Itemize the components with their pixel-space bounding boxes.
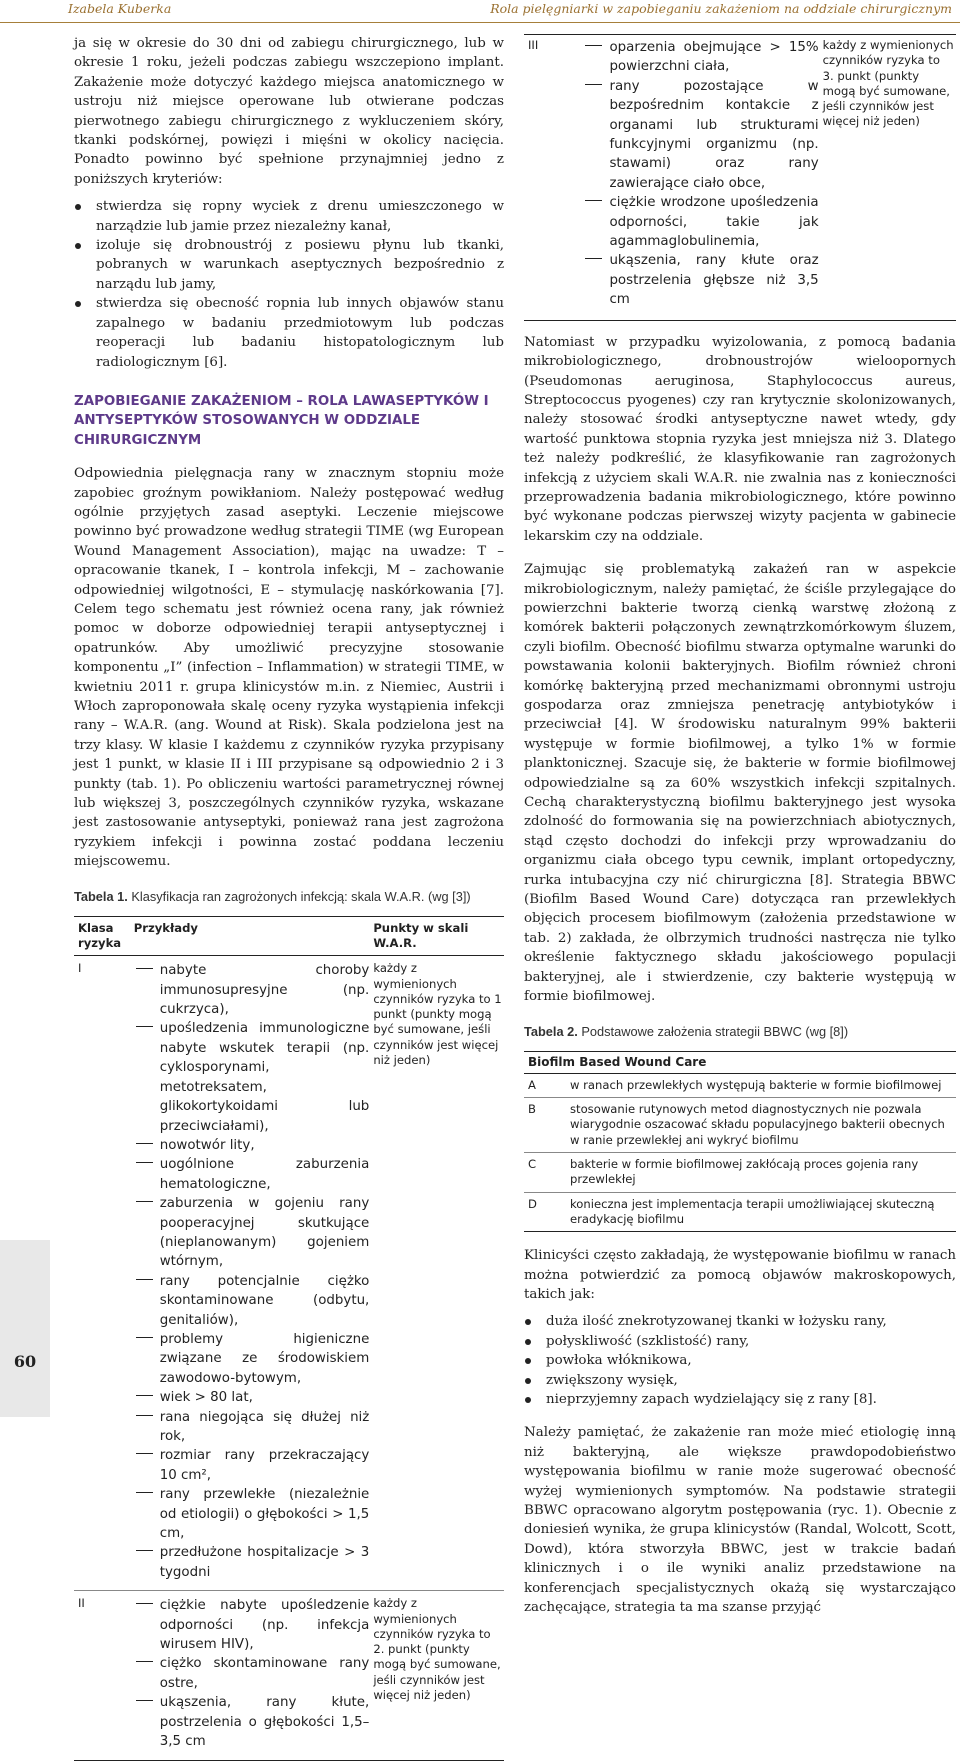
list-item: nabyte choroby immunosupresyjne (np. cukrzyca), [134, 961, 370, 1019]
table2-caption-text: Podstawowe założenia strategii BBWC (wg [8]) [581, 1023, 849, 1039]
table1-caption [74, 888, 504, 906]
header-author: Izabela Kuberka [68, 1, 172, 16]
list-item-text: połyskliwość (szklistość) rany, [546, 1333, 750, 1349]
criteria-list [74, 197, 504, 372]
symptoms-list [524, 1312, 956, 1409]
list-item: przedłużone hospitalizacje > 3 tygodni [134, 1543, 370, 1582]
bullet-icon [75, 301, 81, 307]
list-item: zaburzenia w gojeniu rany pooperacyjnej skutkujące (nieplanowanym) gojeniem wtórnym, [134, 1194, 370, 1272]
page-side-tab [0, 1240, 50, 1417]
bullet-icon [525, 1358, 531, 1364]
table-cell-class: III [528, 38, 539, 52]
table-row [524, 1098, 956, 1153]
list-item [524, 1332, 956, 1351]
bullet-icon [525, 1397, 531, 1403]
table-cell-examples [581, 35, 820, 321]
list-item: rozmiar rany przekraczający 10 cm², [134, 1446, 370, 1485]
bullet-icon [75, 243, 81, 249]
left-column [74, 34, 504, 1761]
bullet-icon [525, 1378, 531, 1384]
list-item: rana niegojąca się dłużej niż rok, [134, 1408, 370, 1447]
bullet-icon [525, 1319, 531, 1325]
col-header: Punkty w skali W.A.R. [371, 916, 504, 956]
list-item [524, 1371, 956, 1390]
bullet-icon [75, 204, 81, 210]
bullet-icon [525, 1339, 531, 1345]
table1-caption-text: Klasyfikacja ran zagrożonych infekcją: skala W.A.R. (wg [3]) [131, 888, 471, 904]
examples-list [134, 961, 370, 1582]
table-row [524, 35, 956, 321]
list-item-text: izoluje się drobnoustrój z posiewu płynu lub tkanki, pobranych w warunkach aseptycznych bezpośrednio z narządu lub jamy, [96, 238, 504, 292]
examples-list [134, 1596, 370, 1751]
paragraph: ja się w okresie do 30 dni od zabiegu chirurgicznego, lub w okresie 1 roku, jeżeli podczas zabiegu wszczepiono implant. Zakażenie może dotyczyć każdego miejsca anatomicznego w ustroju niż miejsce operowane lub otwierane podczas pierwotnego zabiegu chirurgicznego z wykluczeniem skóry, tkanki podskórnej, powięzi i mięśni w okolicy nacięcia. Ponadto powinno być spełnione przynajmniej jedno z poniższych kryteriów: [74, 36, 504, 187]
list-item: rany pozostające w bezpośrednim kontakcie z organami lub strukturami funkcyjnymi organizmu (np. stawami) oraz rany zawierające ciało obce, [583, 77, 818, 193]
list-item-text: stwierdza się obecność ropnia lub innych objawów stanu zapalnego w badaniu przedmiotowym lub podczas reoperacji lub badaniu histopatologicznym lub radiologicznym [6]. [96, 296, 504, 370]
table-war-scale [74, 916, 504, 1761]
list-item: rany potencjalnie ciężko skontaminowane (odbytu, genitaliów), [134, 1272, 370, 1330]
page-number: 60 [13, 1352, 37, 1371]
list-item: wiek > 80 lat, [134, 1388, 370, 1407]
row-text: konieczna jest implementacja terapii umożliwiającej skuteczną eradykację biofilmu [570, 1196, 935, 1226]
list-item: ciężkie nabyte upośledzenie odporności (np. infekcja wirusem HIV), [134, 1596, 370, 1654]
table-cell-class: II [74, 1591, 132, 1760]
paragraph: Należy pamiętać, że zakażenie ran może mieć etiologię inną niż bakteryjną, ale większe prawdopodobieństwo występowania biofilmu w ranie może sugerować obecność wyżej wymienionych symptomów. Na podstawie strategii BBWC opracowano algorytm postępowania (ryc. 1). Obecnie z doniesień wynika, że grupa klinicystów (Randal, Wolcott, Scott, Dowd), która stworzyła BBWC, jest w trakcie badań klinicznych i o ile wyniki analiz przedstawione na konferencjach specjalistycznych okażą się wystarczająco zachęcające, strategia ta ma szanse przyjąć [524, 1425, 956, 1616]
list-item: oparzenia obejmujące > 15% powierzchni ciała, [583, 38, 818, 77]
col-header: Klasa ryzyka [74, 916, 132, 956]
row-text: bakterie w formie biofilmowej zakłócają proces gojenia rany przewlekłej [566, 1152, 956, 1192]
list-item-text: duża ilość znekrotyzowanej tkanki w łożysku rany, [546, 1314, 887, 1330]
table-row [524, 1152, 956, 1192]
table-cell-class: I [78, 961, 82, 976]
list-item-text: stwierdza się ropny wyciek z drenu umieszczonego w narządzie lub jamie przez niezależny kanał, [96, 199, 504, 234]
row-key: A [524, 1073, 566, 1097]
right-column [524, 34, 956, 1617]
table1-caption-label: Tabela 1. [74, 888, 128, 904]
table-header-row [74, 916, 504, 956]
list-item [524, 1312, 956, 1331]
paragraph: Odpowiednia pielęgnacja rany w znacznym stopniu może zapobiec groźnym powikłaniom. Należy postępować według ogólnie przyjętych zasad aseptyki. Leczenie miejscowe powinno być prowadzone według strategii TIME (wg European Wound Management Association), mając na uwadze: T – opracowanie tkanek, I – kontrola infekcji, M – zachowanie odpowiedniej wilgotności, E – stymulację naskórkowania [7]. Celem tego schematu jest również ocena rany, jak również pomoc w doborze odpowiedniej terapii antyseptycznej i opatrunków. Aby umożliwić precyzyjne stosowanie komponentu „I” (infection – Inflammation) w strategii TIME, w kwietniu 2011 r. grupa klinicystów m.in. z Niemiec, Austrii i Włoch zaproponowała skalę oceny ryzyka wystąpienia infekcji rany – W.A.R. (ang. Wound at Risk). Skala podzielona jest na trzy klasy. W klasie I każdemu z czynników ryzyka przypisany jest 1 punkt, w klasie II i III przypisane są odpowiednio 2 i 3 punkty (tab. 1). Po obliczeniu wartości parametrycznej równej lub większej 3, poszczególnych czynników ryzyka, wskazane jest zastosowanie antyseptyki, ponieważ rana jest zagrożona ryzykiem infekcji i powinna zostać poddana leczeniu miejscowemu. [74, 466, 504, 870]
header-title: Rola pielęgniarki w zapobieganiu zakażeniom na oddziale chirurgicznym [490, 1, 952, 16]
list-item-text: powłoka włóknikowa, [546, 1353, 692, 1369]
table-title: Biofilm Based Wound Care [524, 1051, 956, 1073]
running-header [0, 0, 960, 23]
list-item: ukąszenia, rany kłute oraz postrzelenia głębsze niż 3,5 cm [583, 251, 818, 309]
row-key: D [528, 1196, 537, 1211]
table-cell-points: każdy z wymienionych czynników ryzyka to 1 punkt (punkty mogą być sumowane, jeśli czynników jest więcej niż jeden) [373, 961, 502, 1068]
table-row [524, 1073, 956, 1097]
section-heading: ZAPOBIEGANIE ZAKAŻENIOM – ROLA LAWASEPTYKÓW I ANTYSEPTYKÓW STOSOWANYCH W ODDZIALE CHIRURGICZNYM [74, 393, 489, 448]
list-item [524, 1390, 956, 1409]
examples-list [583, 38, 818, 310]
list-item: nowotwór lity, [134, 1136, 370, 1155]
paragraph: Klinicyści często zakładają, że występowanie biofilmu w ranach można potwierdzić za pomocą objawów makroskopowych, takich jak: [524, 1248, 956, 1302]
paragraph: Zajmując się problematyką zakażeń ran w aspekcie mikrobiologicznym, należy pamiętać, że ściśle przylegające do powierzchni bakterie tworzą cienką warstwę złożoną z komórek bakterii połączonych zewnątrzkomórkowym śluzem, czyli biofilm. Obecność biofilmu stwarza optymalne warunki do powstawania kolonii bakteryjnych. Biofilm również chroni komórkę bakteryjną przed mechanizmami obronnymi ustroju gospodarza oraz zmniejsza penetrację antybiotyków i przeciwciał [4]. W środowisku naturalnym 99% bakterii występuje w formie biofilmowej, a tylko 1% w formie planktonicznej. Szacuje się, że bakterie w formie biofilmowej odpowiedzialne są za 60% wszystkich infekcji szpitalnych. Cechą charakterystyczną biofilmu bakteryjnego jest wysoka zdolność do formowania się na powierzchniach abiotycznych, stąd często dochodzi do infekcji przy wprowadzaniu do organizmu ciała obcego typu cewnik, implant ortopedyczny, rurka intubacyjna czy nić chirurgiczna [8]. Strategia BBWC (Biofilm Based Wound Care) dotycząca ran przewlekłych objęcich procesem biofilmowym (założenia przedstawione w tab. 2) zakłada, że olbrzymich trudności nastręcza nie tylko określenie faktycznego składu jakościowego populacji bakteryjnej, ale i stwierdzenie, czy bakterie występują w formie biofilmowej. [524, 562, 956, 1005]
list-item-text: nieprzyjemny zapach wydzielający się z rany [8]. [546, 1392, 877, 1408]
list-item-text: zwiększony wysięk, [546, 1372, 678, 1388]
list-item [74, 236, 504, 294]
list-item [74, 197, 504, 236]
row-text: w ranach przewlekłych występują bakterie w formie biofilmowej [566, 1073, 956, 1097]
list-item: problemy higieniczne związane ze środowiskiem zawodowo-bytowym, [134, 1330, 370, 1388]
table-bbwc [524, 1051, 956, 1233]
col-header: Przykłady [132, 916, 372, 956]
list-item: ciężko skontaminowane rany ostre, [134, 1654, 370, 1693]
paragraph: Natomiast w przypadku wyizolowania, z pomocą badania mikrobiologicznego, drobnoustrojów wieloopornych (Pseudomonas aeruginosa, Staphylococcus aureus, Streptococcus pyogenes) czy ran krytycznie skolonizowanych, należy stosować środki antyseptyczne nawet wtedy, gdy wartość punktowa stopnia ryzyka jest mniejsza niż 3. Dlatego też należy podkreślić, że klasyfikowanie ran zagrożonych infekcją z użyciem skali W.A.R. nie zwalnia nas z konieczności przeprowadzenia badania mikrobiologicznego, które powinno być wykonane podczas pierwszej wizyty pacjenta w gabinecie lekarskim czy na oddziale. [524, 334, 956, 544]
table-war-scale-continued [524, 34, 956, 321]
list-item [74, 294, 504, 372]
table-cell-examples [132, 1591, 372, 1760]
table-row [524, 1192, 956, 1232]
table-row [74, 956, 504, 1591]
table2-caption [524, 1023, 956, 1041]
list-item: ciężkie wrodzone upośledzenia odporności, takie jak agammaglobulinemia, [583, 193, 818, 251]
table2-caption-label: Tabela 2. [524, 1023, 578, 1039]
list-item: uogólnione zaburzenia hematologiczne, [134, 1155, 370, 1194]
row-key: C [524, 1152, 566, 1192]
table-cell-points: każdy z wymienionych czynników ryzyka to 2. punkt (punkty mogą być sumowane, jeśli czynników jest więcej niż jeden) [371, 1591, 504, 1760]
row-text: stosowanie rutynowych metod diagnostycznych nie pozwala wiarygodnie oszacować składu populacyjnego bakterii obecnych w ranie przewlekłej ani wykryć biofilmu [566, 1098, 956, 1153]
table-header-row [524, 1051, 956, 1073]
list-item [524, 1351, 956, 1370]
row-key: B [524, 1098, 566, 1153]
table-cell-examples [132, 956, 372, 1591]
list-item: upośledzenia immunologiczne nabyte wskutek terapii (np. cyklosporynami, metotreksatem, glikokortykoidami lub przeciwciałami), [134, 1019, 370, 1135]
list-item: ukąszenia, rany kłute, postrzelenia o głębokości 1,5–3,5 cm [134, 1693, 370, 1751]
list-item: rany przewlekłe (niezależnie od etiologii) o głębokości > 1,5 cm, [134, 1485, 370, 1543]
table-cell-points: każdy z wymienionych czynników ryzyka to 3. punkt (punkty mogą być sumowane, jeśli czynników jest więcej niż jeden) [822, 38, 954, 129]
table-row [74, 1591, 504, 1760]
